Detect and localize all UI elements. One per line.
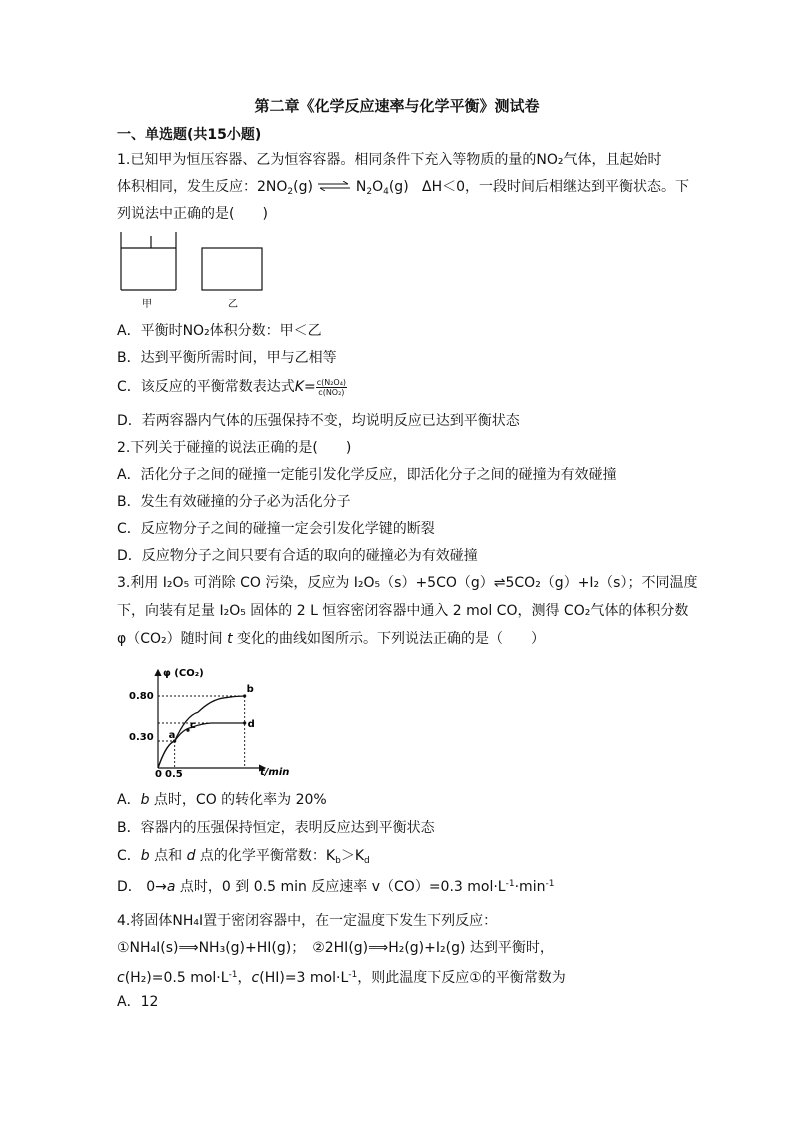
section-heading: 一、单选题(共15小题) bbox=[117, 127, 262, 143]
page-title: 第二章《化学反应速率与化学平衡》测试卷 bbox=[254, 97, 540, 115]
y-tick-080: 0.80 bbox=[129, 691, 154, 702]
containers-figure bbox=[118, 232, 268, 312]
point-d bbox=[243, 721, 246, 724]
q1-option-b[interactable]: B．达到平衡所需时间，甲与乙相等 bbox=[117, 350, 337, 366]
point-label-c: c bbox=[190, 720, 196, 732]
co2-fraction-chart bbox=[125, 662, 300, 780]
x-tick-05: 0.5 bbox=[165, 769, 183, 780]
q2-option-b[interactable]: B．发生有效碰撞的分子必为活化分子 bbox=[117, 494, 351, 510]
q1-option-c[interactable]: C．该反应的平衡常数表达式K= $\frac{\text{c(N₂O₄)}}{\text{c(NO₂)}}$ bbox=[117, 377, 347, 397]
q3-line2: 下，向装有足量 I₂O₅ 固体的 2 L 恒容密闭容器中通入 2 mol CO，测得 CO₂气体的体积分数 bbox=[117, 603, 689, 619]
q2-option-a[interactable]: A．活化分子之间的碰撞一定能引发化学反应，即活化分子之间的碰撞为有效碰撞 bbox=[117, 467, 617, 483]
q4-line3: c(H₂)=0.5 $mol\cdot L^{-1}$，c(HI)=3 $mol\cdot L^{-1}$，则此温度下反应①的平衡常数为 bbox=[117, 970, 566, 986]
q1-line1: 1.已知甲为恒压容器、乙为恒容容器。相同条件下充入等物质的量的NO₂气体，且起始时 bbox=[117, 152, 662, 168]
label-yi: 乙 bbox=[228, 299, 238, 310]
q3-option-a[interactable]: A．b 点时，CO 的转化率为 20% bbox=[117, 792, 327, 808]
q2-option-c[interactable]: C．反应物分子之间的碰撞一定会引发化学键的断裂 bbox=[117, 521, 435, 537]
q3-line3: φ（CO₂）随时间 t 变化的曲线如图所示。下列说法正确的是（ ） bbox=[117, 631, 546, 647]
q3-line1: 3.利用 I₂O₅ 可消除 CO 污染，反应为 I₂O₅（s）+5CO（g）⇌5CO₂（g）+I₂（s）；不同温度 bbox=[117, 575, 698, 591]
container-yi bbox=[202, 248, 262, 290]
x-tick-0: 0 bbox=[155, 769, 162, 780]
q3-option-c[interactable]: C．b 点和 d 点的化学平衡常数：$K_b>K_d$ bbox=[117, 848, 370, 866]
point-label-b: b bbox=[246, 684, 254, 695]
q4-line2: ①NH₄I(s)⟹NH₃(g)+HI(g)； ②2HI(g)⟹H₂(g)+I₂(g) 达到平衡时， bbox=[117, 940, 554, 956]
q2-stem: 2.下列关于碰撞的说法正确的是( ) bbox=[117, 440, 352, 456]
q1-line2: 体积相同，发生反应：$2NO_2(g)$ $N_2O_4(g)$ ΔH＜0，一段时间后相继达到平衡状态。下 bbox=[117, 179, 690, 197]
equilibrium-arrow-icon bbox=[317, 177, 351, 197]
q3-option-d[interactable]: D． 0→a 点时，0 到 0.5 min 反应速率 v（CO）=0.3 $mol\cdot L^{-1}\cdot\min^{-1}$ bbox=[117, 879, 555, 895]
q3-option-b[interactable]: B．容器内的压强保持恒定，表明反应达到平衡状态 bbox=[117, 820, 435, 836]
q2-option-d[interactable]: D．反应物分子之间只要有合适的取向的碰撞必为有效碰撞 bbox=[117, 548, 478, 564]
q1-line3: 列说法中正确的是( ) bbox=[117, 206, 268, 222]
point-label-a: a bbox=[168, 730, 176, 741]
container-jia bbox=[121, 232, 176, 290]
q4-line1: 4.将固体NH₄I置于密闭容器中，在一定温度下发生下列反应： bbox=[117, 913, 498, 929]
y-tick-030: 0.30 bbox=[129, 732, 154, 743]
point-label-d: d bbox=[247, 719, 255, 730]
q1-option-a[interactable]: A．平衡时NO₂体积分数：甲＜乙 bbox=[117, 323, 322, 339]
x-axis-label: t/min bbox=[260, 767, 290, 778]
q1-option-d[interactable]: D．若两容器内气体的压强保持不变，均说明反应已达到平衡状态 bbox=[117, 413, 520, 429]
q4-option-a[interactable]: A．12 bbox=[117, 994, 159, 1010]
y-axis-label: φ (CO₂) bbox=[163, 668, 204, 679]
label-jia: 甲 bbox=[142, 299, 152, 310]
